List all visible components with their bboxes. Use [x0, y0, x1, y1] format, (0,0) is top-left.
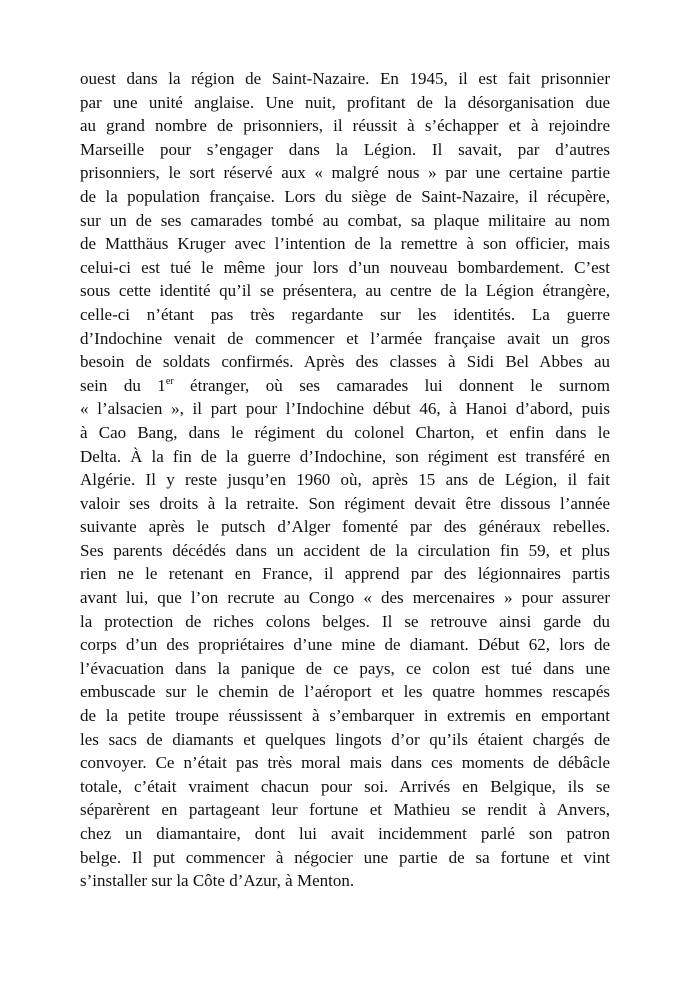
text-line: sous cette identité qu’il se présentera, au centre de la Légion étrangère,	[80, 281, 610, 301]
text-line: avant lui, que l’on recrute au Congo « des mercenaires » pour assurer	[80, 588, 610, 608]
text-line: de la petite troupe réussissent à s’embarquer in extremis en emportant	[80, 706, 610, 726]
text-line: Marseille pour s’engager dans la Légion. Il savait, par d’autres	[80, 139, 610, 159]
ordinal-superscript: er	[165, 375, 174, 387]
text-line: embuscade sur le chemin de l’aéroport et les quatre hommes rescapés	[80, 682, 610, 702]
body-text	[80, 67, 610, 893]
text-line: l’évacuation dans la panique de ce pays, ce colon est tué dans une	[80, 658, 610, 678]
text-line: belge. Il put commencer à négocier une partie de sa fortune et vint	[80, 847, 610, 867]
text-line: celle-ci n’étant pas très regardante sur les identités. La guerre	[80, 304, 610, 324]
text-line: chez un diamantaire, dont lui avait incidemment parlé son patron	[80, 824, 610, 843]
text-line: d’Indochine venait de commencer et l’armée française avait un gros	[80, 328, 610, 348]
text-line: prisonniers, le sort réservé aux « malgré nous » par une certaine partie	[80, 163, 610, 183]
text-line: Ses parents décédés dans un accident de la circulation fin 59, et plus	[80, 540, 610, 560]
text-line-last: s’installer sur la Côte d’Azur, à Menton.	[80, 871, 355, 891]
ordinal-suffix: étranger, où ses camarades lui donnent le surnom	[173, 375, 610, 395]
text-line: la protection de riches colons belges. Il se retrouve ainsi garde du	[80, 611, 610, 631]
text-line: au grand nombre de prisonniers, il réussit à s’échapper et à rejoindre	[80, 116, 610, 136]
text-line: par une unité anglaise. Une nuit, profitant de la désorganisation due	[80, 92, 610, 112]
text-line: « l’alsacien », il part pour l’Indochine début 46, à Hanoi d’abord, puis	[80, 399, 610, 419]
text-line: suivante après le putsch d’Alger fomenté par des généraux rebelles.	[80, 517, 610, 537]
text-line: corps d’un des propriétaires d’une mine de diamant. Début 62, lors de	[80, 635, 610, 655]
text-line: Algérie. Il y reste jusqu’en 1960 où, après 15 ans de Légion, il fait	[80, 470, 610, 490]
text-line: ouest dans la région de Saint-Nazaire. En 1945, il est fait prisonnier	[80, 69, 610, 88]
text-line: totale, c’était vraiment chacun pour soi. Arrivés en Belgique, ils se	[80, 776, 610, 796]
text-line: celui-ci est tué le même jour lors d’un nouveau bombardement. C’est	[80, 257, 610, 277]
text-line-ordinal	[80, 374, 610, 398]
text-line: besoin de soldats confirmés. Après des classes à Sidi Bel Abbes au	[80, 352, 610, 372]
text-line: les sacs de diamants et quelques lingots d’or qu’ils étaient chargés de	[80, 729, 610, 749]
text-line: rien ne le retenant en France, il apprend par des légionnaires partis	[80, 564, 610, 584]
text-line: à Cao Bang, dans le régiment du colonel Charton, et enfin dans le	[80, 422, 610, 442]
text-line: de la population française. Lors du siège de Saint-Nazaire, il récupère,	[80, 186, 610, 206]
text-line: Delta. À la fin de la guerre d’Indochine, son régiment est transféré en	[80, 446, 610, 466]
text-line: valoir ses droits à la retraite. Son régiment devait être dissous l’année	[80, 493, 610, 513]
text-line: sur un de ses camarades tombé au combat, sa plaque militaire au nom	[80, 210, 610, 230]
text-line: convoyer. Ce n’était pas très moral mais dans ces moments de débâcle	[80, 753, 610, 773]
ordinal-prefix: sein du 1	[80, 375, 166, 395]
text-line: de Matthäus Kruger avec l’intention de la remettre à son officier, mais	[80, 234, 610, 254]
text-line: séparèrent en partageant leur fortune et Mathieu se rendit à Anvers,	[80, 800, 610, 820]
